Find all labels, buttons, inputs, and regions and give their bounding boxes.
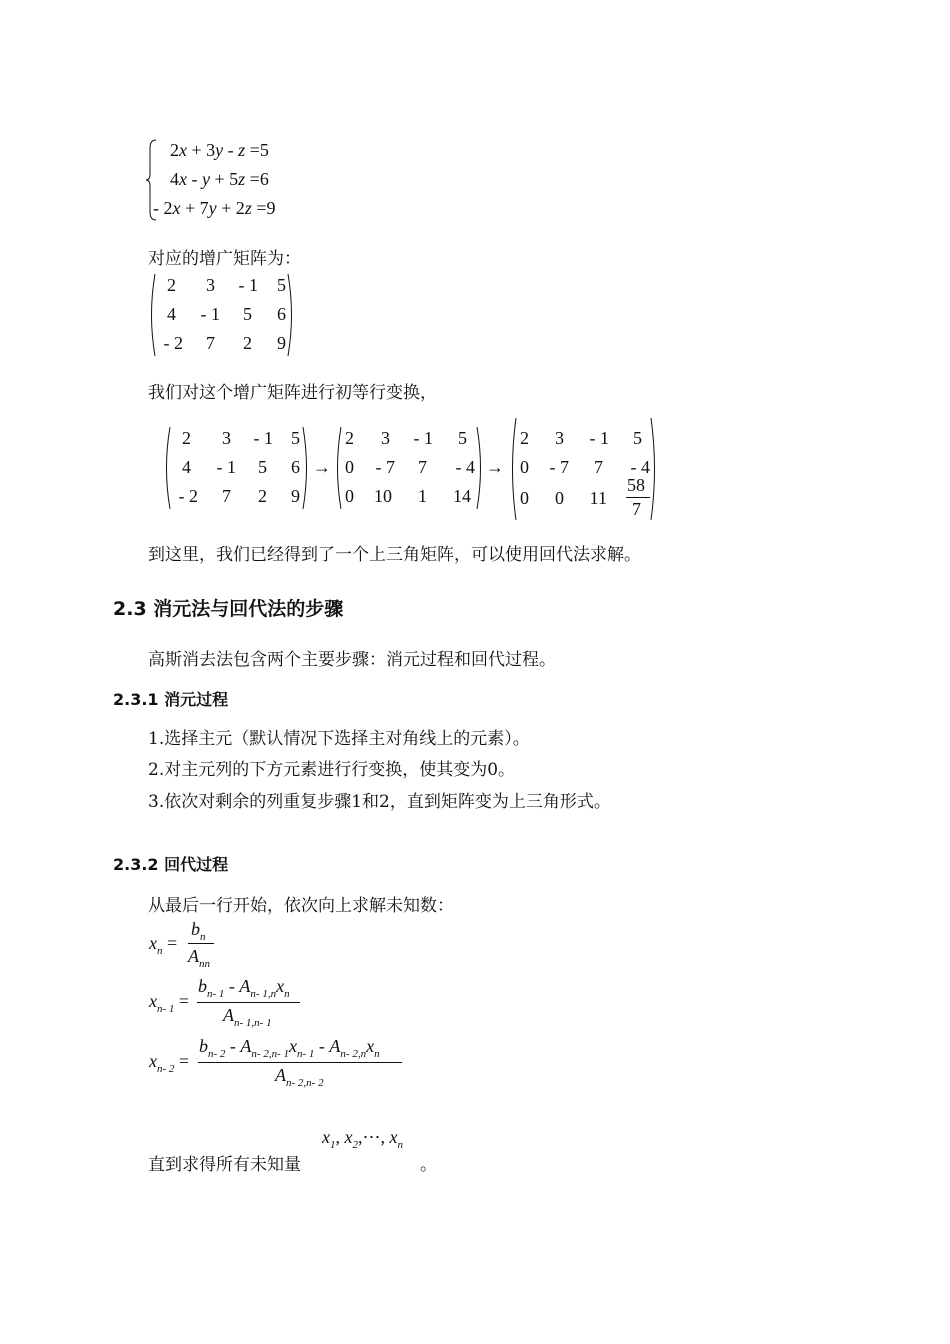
matrix-cell: 0 bbox=[520, 488, 529, 508]
chain-matrix-3-right-paren bbox=[650, 417, 658, 521]
matrix-cell: 2 bbox=[258, 486, 267, 506]
formula-3-lhs: $x_{n- 2}$ = bbox=[149, 1051, 190, 1075]
matrix-cell: - 7 bbox=[375, 457, 395, 477]
formula-1-fraction-bar bbox=[188, 943, 214, 944]
step-item-1: 1.选择主元（默认情况下选择主对角线上的元素）。 bbox=[148, 729, 530, 749]
matrix-cell: 6 bbox=[291, 457, 300, 477]
matrix-cell: - 7 bbox=[549, 457, 569, 477]
matrix-cell: 5 bbox=[243, 304, 252, 324]
matrix-cell: 6 bbox=[277, 304, 286, 324]
step-item-3: 3.依次对剩余的列重复步骤1和2，直到矩阵变为上三角形式。 bbox=[148, 792, 611, 812]
matrix-cell: 0 bbox=[520, 457, 529, 477]
matrix-a-right-paren bbox=[287, 273, 295, 357]
back-substitution-intro: 从最后一行开始，依次向上求解未知数： bbox=[148, 896, 454, 916]
upper-triangular-text: 到这里，我们已经得到了一个上三角矩阵，可以使用回代法求解。 bbox=[148, 545, 641, 565]
matrix-cell: - 2 bbox=[163, 333, 183, 353]
matrix-cell: 5 bbox=[258, 457, 267, 477]
formula-2-numerator: $b_{n- 1} - A_{n- 1,n}x_n$ bbox=[198, 976, 290, 1000]
formula-2-denominator: $A_{n- 1,n- 1}$ bbox=[223, 1005, 272, 1029]
matrix-cell: 3 bbox=[206, 275, 215, 295]
equation-row-3: - 2x + 7y + 2z =9 bbox=[153, 198, 276, 218]
section-heading-2-3: 2.3 消元法与回代法的步骤 bbox=[113, 598, 344, 620]
matrix-cell: - 1 bbox=[238, 275, 258, 295]
matrix-cell: 4 bbox=[182, 457, 191, 477]
matrix-cell: 5 bbox=[291, 428, 300, 448]
formula-2-lhs: $x_{n- 1}$ = bbox=[149, 991, 190, 1015]
section-heading-2-3-1: 2.3.1 消元过程 bbox=[113, 690, 229, 709]
final-unknowns: $x_1$, $x_2,\cdots$, $x_n$ bbox=[322, 1127, 403, 1151]
matrix-cell: 7 bbox=[418, 457, 427, 477]
matrix-cell: 7 bbox=[206, 333, 215, 353]
formula-1-denominator: $A_{nn}$ bbox=[188, 946, 210, 970]
fraction-denominator: 7 bbox=[632, 499, 641, 519]
matrix-cell: - 1 bbox=[216, 457, 236, 477]
matrix-cell: 14 bbox=[453, 486, 471, 506]
fraction-bar bbox=[626, 497, 650, 498]
arrow-2: → bbox=[486, 457, 504, 477]
matrix-cell: 9 bbox=[277, 333, 286, 353]
matrix-cell: 9 bbox=[291, 486, 300, 506]
augmented-matrix-label: 对应的增广矩阵为： bbox=[148, 249, 301, 269]
equation-row-2: 4x - y + 5z =6 bbox=[170, 169, 269, 189]
chain-matrix-1-right-paren bbox=[302, 426, 310, 510]
formula-1-numerator: $b_n$ bbox=[191, 919, 206, 943]
matrix-cell: 4 bbox=[167, 304, 176, 324]
matrix-cell: 5 bbox=[458, 428, 467, 448]
matrix-cell: 3 bbox=[381, 428, 390, 448]
matrix-cell: 1 bbox=[418, 486, 427, 506]
matrix-cell: 11 bbox=[589, 488, 607, 508]
matrix-cell: 2 bbox=[182, 428, 191, 448]
formula-3-numerator: $b_{n- 2} - A_{n- 2,n- 1}x_{n- 1} - A_{n- 2,n}x_n$ bbox=[199, 1036, 380, 1060]
matrix-cell: - 1 bbox=[200, 304, 220, 324]
formula-3-denominator: $A_{n- 2,n- 2}$ bbox=[275, 1065, 324, 1089]
matrix-cell: 0 bbox=[345, 457, 354, 477]
section-heading-2-3-2: 2.3.2 回代过程 bbox=[113, 855, 229, 874]
equation-row-1: 2x + 3y - z =5 bbox=[170, 140, 269, 160]
matrix-cell: 3 bbox=[222, 428, 231, 448]
matrix-cell: - 2 bbox=[178, 486, 198, 506]
matrix-cell: 2 bbox=[345, 428, 354, 448]
matrix-cell: 2 bbox=[167, 275, 176, 295]
matrix-cell: - 4 bbox=[630, 457, 650, 477]
matrix-cell: 2 bbox=[243, 333, 252, 353]
final-text: 直到求得所有未知量 bbox=[148, 1155, 301, 1175]
final-period: 。 bbox=[420, 1155, 437, 1175]
matrix-cell: 5 bbox=[633, 428, 642, 448]
formula-1-lhs: $x_n$ = bbox=[149, 933, 178, 957]
matrix-cell: 3 bbox=[555, 428, 564, 448]
section-2-3-intro: 高斯消去法包含两个主要步骤：消元过程和回代过程。 bbox=[148, 650, 556, 670]
matrix-cell: - 1 bbox=[413, 428, 433, 448]
matrix-cell: 5 bbox=[277, 275, 286, 295]
transform-label: 我们对这个增广矩阵进行初等行变换， bbox=[148, 383, 437, 403]
matrix-cell: 0 bbox=[555, 488, 564, 508]
matrix-cell: 7 bbox=[594, 457, 603, 477]
matrix-cell: - 4 bbox=[455, 457, 475, 477]
matrix-cell: 10 bbox=[374, 486, 392, 506]
fraction-numerator: 58 bbox=[627, 475, 645, 495]
matrix-cell: 7 bbox=[222, 486, 231, 506]
step-item-2: 2.对主元列的下方元素进行行变换，使其变为0。 bbox=[148, 760, 516, 780]
formula-3-fraction-bar bbox=[198, 1062, 402, 1063]
matrix-cell: - 1 bbox=[253, 428, 273, 448]
matrix-cell: - 1 bbox=[589, 428, 609, 448]
formula-2-fraction-bar bbox=[197, 1002, 300, 1003]
matrix-cell: 2 bbox=[520, 428, 529, 448]
arrow-1: → bbox=[313, 457, 331, 477]
matrix-cell: 0 bbox=[345, 486, 354, 506]
chain-matrix-2-right-paren bbox=[476, 426, 484, 510]
